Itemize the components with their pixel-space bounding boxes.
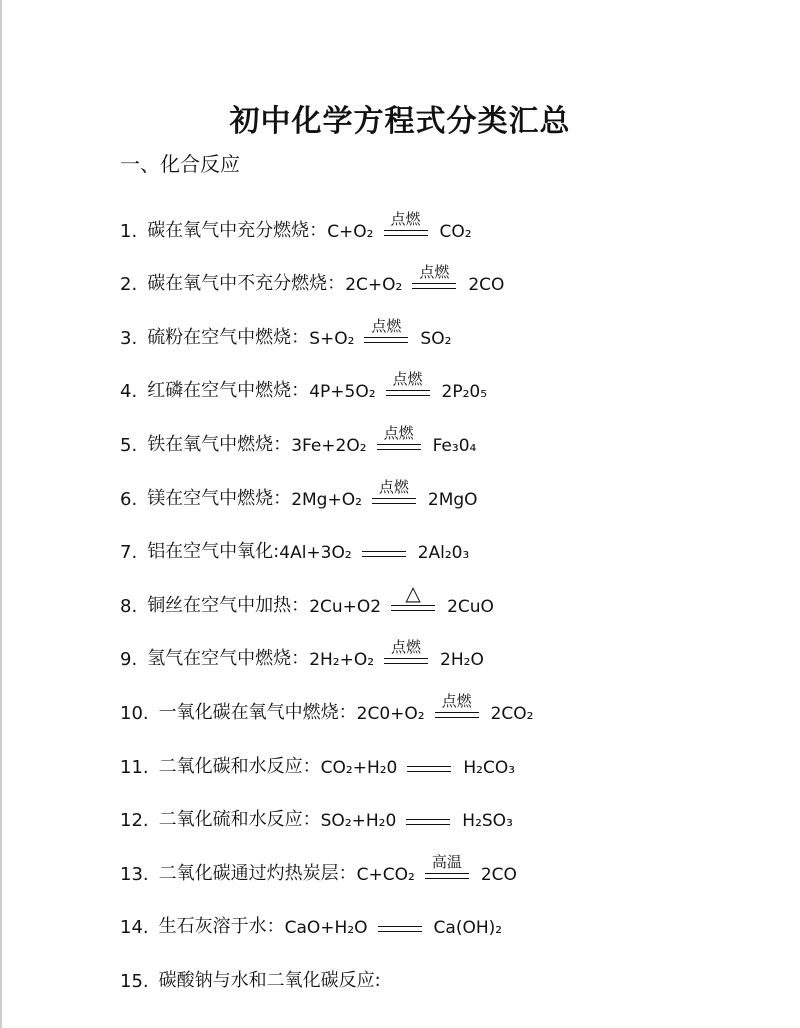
reaction-condition (406, 817, 450, 825)
equation-products: 2H₂O (440, 650, 484, 671)
equation-item (120, 456, 760, 510)
equation-products: Fe₃0₄ (432, 435, 477, 456)
equation-reactants: 4Al+3O₂ (279, 543, 352, 564)
equation-reactants: C+O₂ (327, 221, 374, 242)
reaction-condition (362, 549, 406, 557)
equation-list (120, 188, 760, 992)
equation-products: 2CO (468, 275, 505, 296)
item-description: 红磷在空气中燃烧： (147, 380, 310, 402)
item-description: 氢气在空气中燃烧： (147, 648, 310, 670)
equals-sign (384, 658, 428, 664)
item-number: 6. (120, 488, 138, 510)
equation-reactants: CO₂+H₂0 (320, 757, 398, 778)
item-description: 生石灰溶于水： (158, 916, 285, 938)
equation-products: SO₂ (420, 328, 452, 349)
equation-reactants: C+CO₂ (356, 864, 415, 885)
item-description: 硫粉在空气中燃烧： (147, 326, 310, 348)
item-number: 11. (120, 756, 149, 778)
item-description: 碳在氧气中充分燃烧： (147, 219, 328, 241)
item-description: 镁在空气中燃烧： (147, 487, 292, 509)
item-number: 12. (120, 810, 149, 832)
equation-item (120, 938, 760, 992)
condition-label: 点燃 (371, 316, 402, 335)
condition-label: △ (405, 580, 421, 605)
chemical-equation (321, 758, 515, 778)
equation-reactants: 2C+O₂ (345, 275, 403, 296)
item-description: 铝在空气中氧化: (147, 541, 280, 563)
equals-sign (435, 712, 479, 718)
condition-label: 点燃 (419, 263, 450, 282)
equation-reactants: 2Cu+O2 (309, 596, 382, 617)
condition-label: 点燃 (392, 370, 423, 389)
item-number: 14. (120, 917, 149, 939)
item-number: 13. (120, 863, 149, 885)
reaction-condition (435, 693, 479, 718)
reaction-condition (407, 764, 451, 772)
equals-sign (384, 230, 428, 236)
item-number: 10. (120, 702, 149, 724)
equation-products: 2CO₂ (490, 703, 534, 724)
equation-products: H₂SO₃ (462, 811, 513, 832)
equation-reactants: 4P+5O₂ (309, 382, 376, 403)
equals-sign (372, 498, 416, 504)
equation-products: CO₂ (439, 221, 472, 242)
condition-label: 点燃 (378, 477, 409, 496)
item-description: 铜丝在空气中加热： (147, 594, 310, 616)
reaction-condition (364, 318, 408, 343)
chemical-equation (309, 316, 452, 349)
equals-sign (406, 819, 450, 825)
equation-reactants: 3Fe+2O₂ (291, 435, 367, 456)
equation-item (120, 349, 760, 403)
chemical-equation (309, 370, 488, 403)
condition-label: 点燃 (390, 209, 421, 228)
condition-label: 高温 (431, 852, 462, 871)
equals-sign (362, 551, 406, 557)
equation-reactants: 2Mg+O₂ (291, 489, 362, 510)
equals-sign (386, 390, 430, 396)
equals-sign (377, 444, 421, 450)
reaction-condition (386, 371, 430, 396)
equation-item (120, 724, 760, 778)
chemical-equation (356, 691, 534, 724)
equals-sign (391, 605, 435, 611)
item-description: 二氧化碳和水反应： (158, 755, 321, 777)
item-description: 碳在氧气中不充分燃烧： (147, 273, 346, 295)
chemical-equation (321, 811, 513, 831)
item-description: 一氧化碳在氧气中燃烧： (158, 701, 357, 723)
chemical-equation (291, 477, 478, 510)
equals-sign (407, 766, 451, 772)
reaction-condition (384, 639, 428, 664)
item-description: 二氧化碳通过灼热炭层： (158, 862, 357, 884)
reaction-condition (372, 479, 416, 504)
equation-item (120, 242, 760, 296)
item-number: 15. (120, 970, 149, 992)
reaction-condition (412, 264, 456, 289)
equation-item (120, 563, 760, 617)
equals-sign (364, 337, 408, 343)
equation-reactants: 2H₂+O₂ (309, 650, 375, 671)
equals-sign (378, 926, 422, 932)
page-left-border (0, 0, 2, 1028)
item-number: 3. (120, 327, 138, 349)
equation-products: 2Al₂0₃ (417, 543, 470, 564)
item-number: 9. (120, 649, 138, 671)
item-number: 5. (120, 434, 138, 456)
equation-products: H₂CO₃ (463, 757, 516, 778)
reaction-condition (425, 854, 469, 879)
chemical-equation (356, 852, 517, 885)
item-description: 二氧化硫和水反应： (158, 809, 321, 831)
item-description: 铁在氧气中燃烧： (147, 433, 292, 455)
equals-sign (412, 283, 456, 289)
item-description: 碳酸钠与水和二氧化碳反应: (158, 969, 381, 991)
item-number: 7. (120, 542, 138, 564)
equation-item (120, 617, 760, 671)
reaction-condition (378, 924, 422, 932)
chemical-equation (309, 638, 484, 671)
equation-products: Ca(OH)₂ (433, 918, 503, 939)
item-number: 4. (120, 381, 138, 403)
equation-item (120, 510, 760, 564)
equation-item (120, 670, 760, 724)
chemical-equation (291, 423, 477, 456)
equation-products: 2MgO (427, 489, 478, 510)
chemical-equation (345, 263, 505, 296)
chemical-equation (309, 580, 494, 617)
item-number: 1. (120, 220, 138, 242)
equation-item (120, 402, 760, 456)
equation-reactants: S+O₂ (309, 328, 355, 349)
equation-reactants: SO₂+H₂0 (320, 811, 397, 832)
condition-label: 点燃 (391, 638, 422, 657)
equation-reactants: 2C0+O₂ (356, 703, 425, 724)
equation-products: 2P₂0₅ (441, 382, 488, 403)
equation-products: 2CO (480, 864, 517, 885)
condition-label: 点燃 (383, 423, 414, 442)
equation-products: 2CuO (447, 596, 494, 617)
chemical-equation (279, 543, 469, 563)
chemical-equation (327, 209, 472, 242)
reaction-condition (384, 211, 428, 236)
page-title: 初中化学方程式分类汇总 (229, 104, 571, 139)
equation-item (120, 831, 760, 885)
item-number: 2. (120, 274, 138, 296)
condition-label: 点燃 (441, 691, 472, 710)
reaction-condition (391, 580, 435, 611)
chemical-equation (285, 918, 502, 938)
equation-item (120, 295, 760, 349)
equation-item (120, 778, 760, 832)
equation-item (120, 885, 760, 939)
item-number: 8. (120, 595, 138, 617)
reaction-condition (377, 425, 421, 450)
section-heading: 一、化合反应 (120, 152, 240, 176)
equals-sign (425, 873, 469, 879)
equation-reactants: CaO+H₂O (284, 918, 368, 939)
equation-item (120, 188, 760, 242)
